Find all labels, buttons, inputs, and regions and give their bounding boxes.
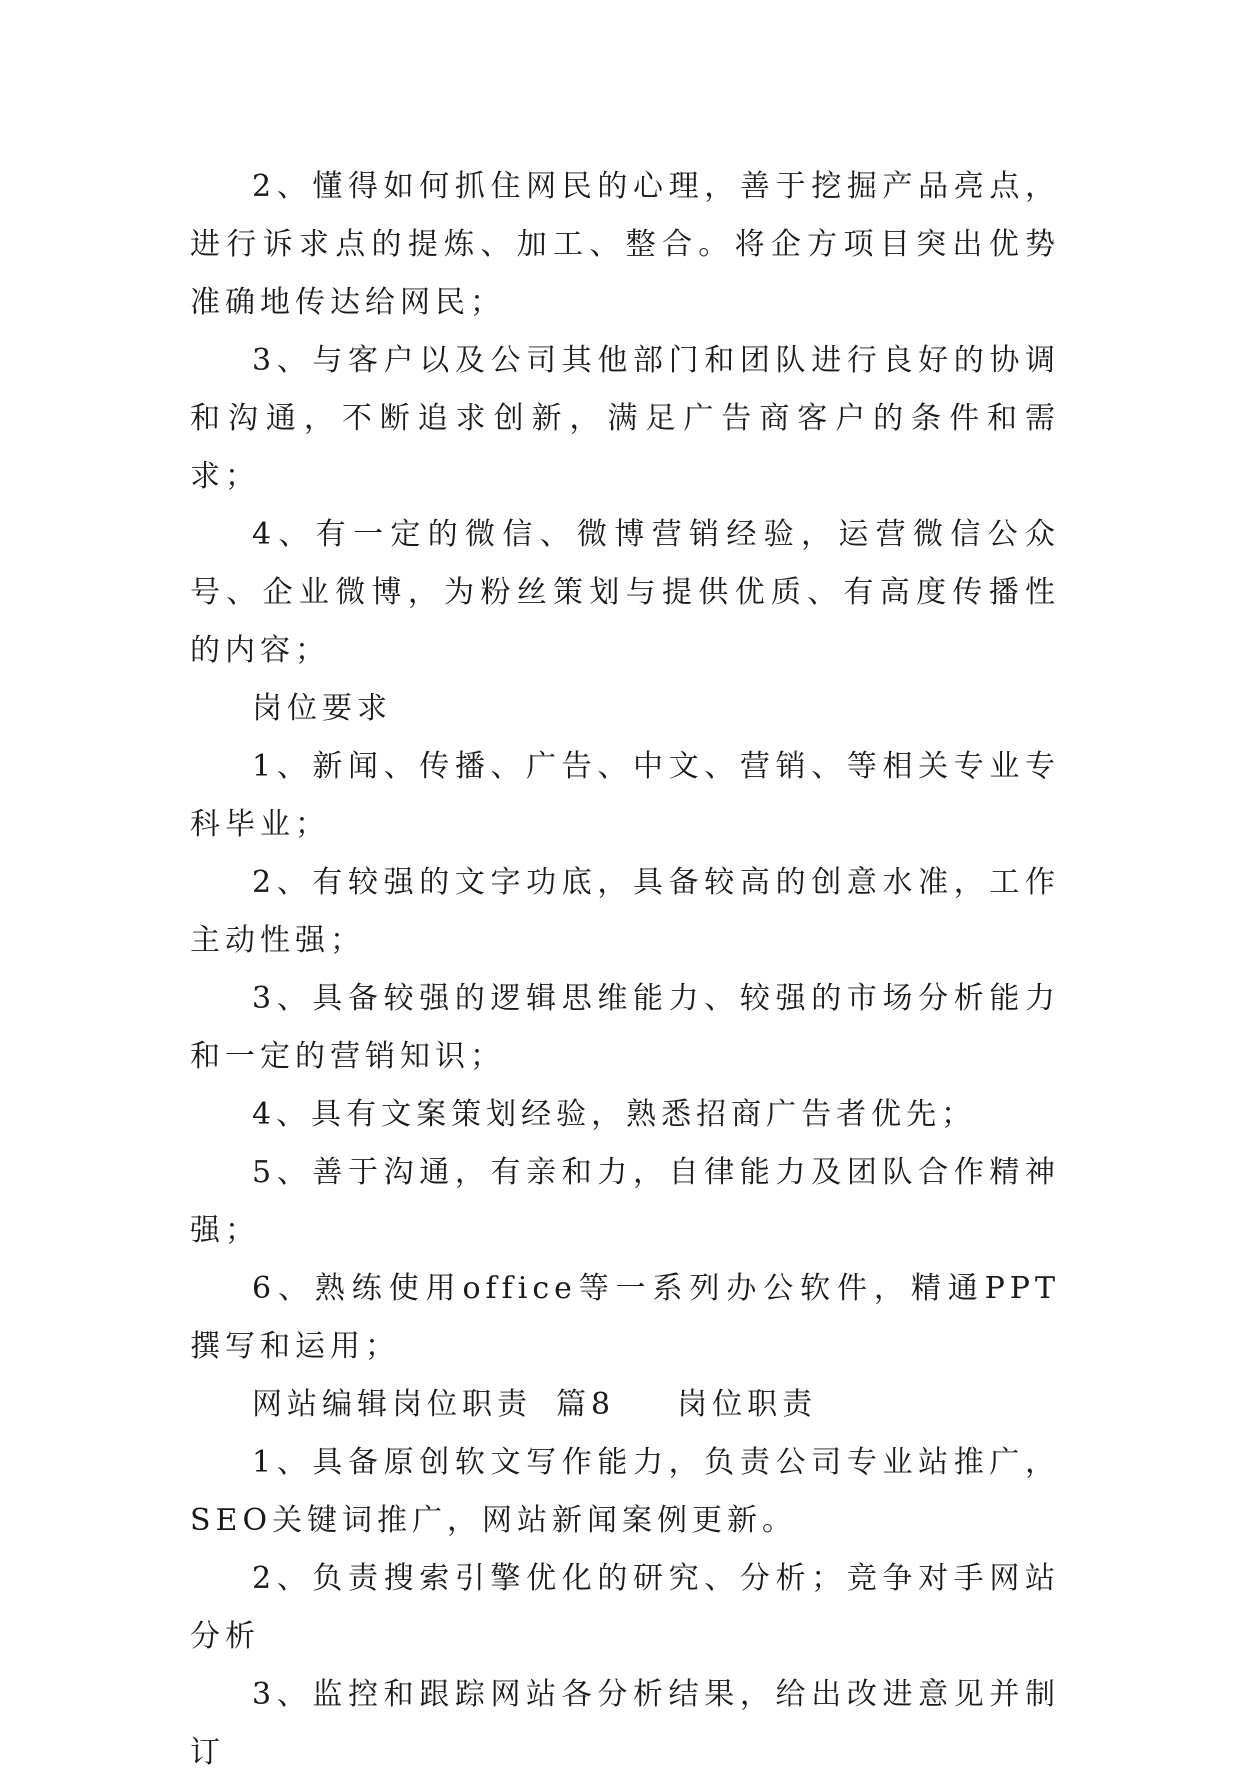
requirements-heading <box>190 680 1060 738</box>
duty-1: 1、具备原创软文写作能力，负责公司专业站推广，SEO关键词推广，网站新闻案例更新。 <box>190 1445 1060 1538</box>
section-number: 篇8 <box>556 1387 616 1422</box>
requirement-5: 5、善于沟通，有亲和力，自律能力及团队合作精神强； <box>190 1155 1060 1248</box>
requirement-3: 3、具备较强的逻辑思维能力、较强的市场分析能力和一定的营销知识； <box>190 981 1060 1074</box>
duty-3: 3、监控和跟踪网站各分析结果，给出改进意见并制订 <box>190 1677 1060 1770</box>
document-body <box>190 158 1060 1782</box>
duty-2: 2、负责搜索引擎优化的研究、分析；竞争对手网站分析 <box>190 1561 1060 1654</box>
paragraph-duty-3: 3、与客户以及公司其他部门和团队进行良好的协调和沟通，不断追求创新，满足广告商客户的条件和需求； <box>190 343 1060 494</box>
duties-heading: 岗位职责 <box>677 1387 818 1422</box>
section-heading <box>190 1376 1060 1434</box>
paragraph-duty-2: 2、懂得如何抓住网民的心理，善于挖掘产品亮点，进行诉求点的提炼、加工、整合。将企方项目突出优势准确地传达给网民； <box>190 169 1060 320</box>
section-title: 网站编辑岗位职责 <box>252 1387 532 1422</box>
requirements-heading-text: 岗位要求 <box>252 691 392 726</box>
requirement-6: 6、熟练使用office等一系列办公软件，精通PPT撰写和运用； <box>190 1271 1060 1364</box>
requirement-4: 4、具有文案策划经验，熟悉招商广告者优先； <box>252 1097 977 1132</box>
requirement-2: 2、有较强的文字功底，具备较高的创意水准，工作主动性强； <box>190 865 1060 958</box>
requirement-1: 1、新闻、传播、广告、中文、营销、等相关专业专科毕业； <box>190 749 1060 842</box>
paragraph-duty-4: 4、有一定的微信、微博营销经验，运营微信公众号、企业微博，为粉丝策划与提供优质、有高度传播性的内容； <box>190 517 1060 668</box>
